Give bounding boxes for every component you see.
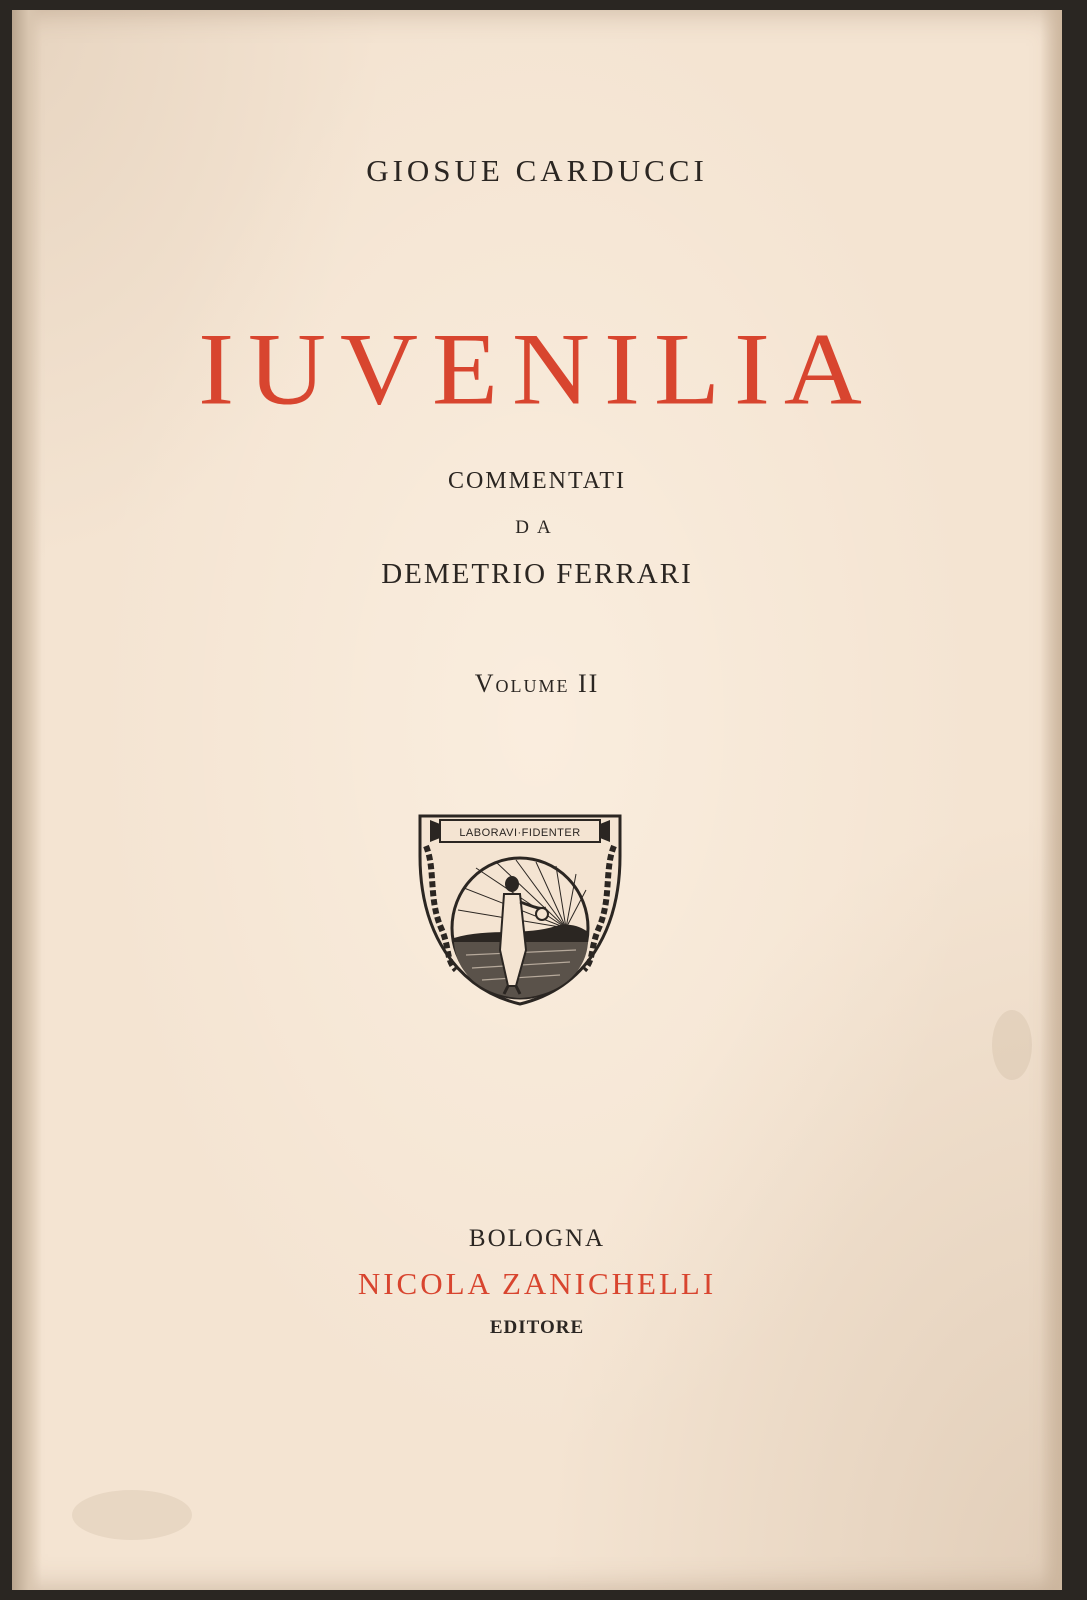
emblem-motto: LABORAVI·FIDENTER: [459, 827, 581, 839]
da-label: DA: [515, 517, 559, 538]
book-title: IUVENILIA: [198, 313, 876, 427]
volume-label: Volume II: [474, 669, 600, 698]
book-cover: [12, 10, 1062, 1590]
paper-stain: [72, 1490, 192, 1540]
publisher-emblem: [416, 810, 624, 1008]
paper-stain: [992, 1010, 1032, 1080]
publisher-role: EDITORE: [489, 1317, 585, 1338]
commentator-name: DEMETRIO FERRARI: [381, 558, 693, 590]
author-name: GIOSUE CARDUCCI: [366, 153, 708, 188]
publication-city: BOLOGNA: [468, 1225, 606, 1252]
cover-spine-edge: [12, 10, 42, 1590]
publisher-name: NICOLA ZANICHELLI: [357, 1266, 717, 1301]
commentati-label: COMMENTATI: [447, 468, 627, 494]
cover-right-edge: [1040, 10, 1062, 1590]
